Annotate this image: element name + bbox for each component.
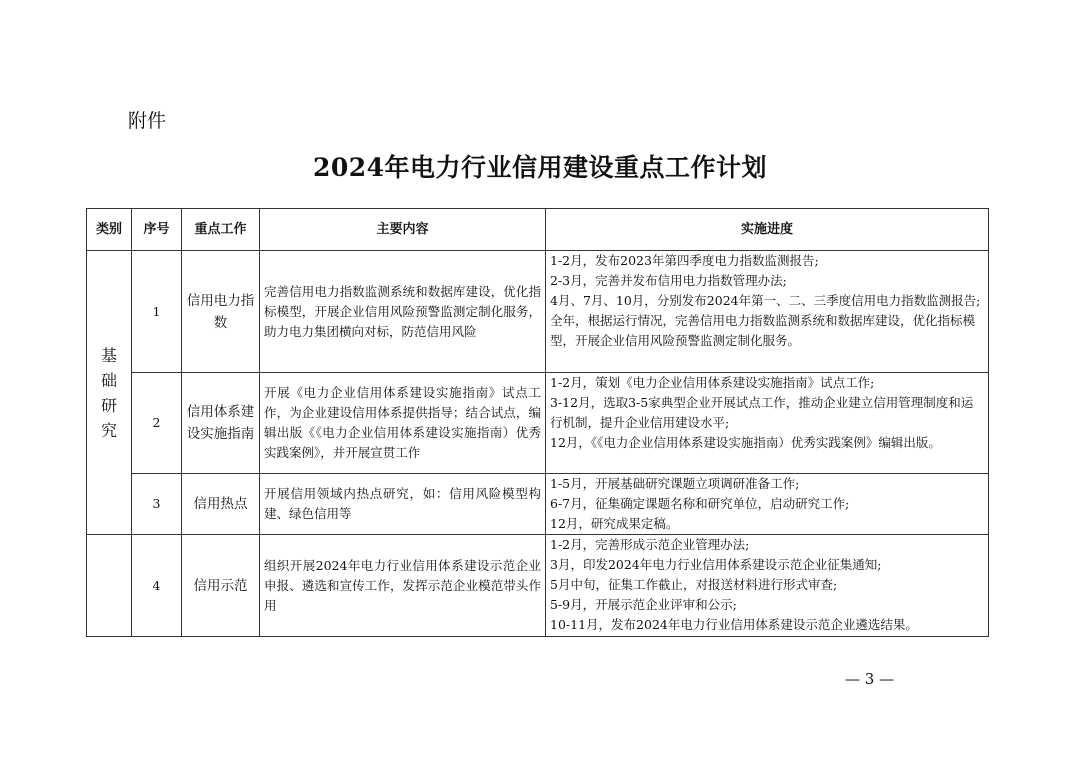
main-content-cell: 开展信用领域内热点研究，如：信用风险模型构建、绿色信用等: [260, 474, 546, 535]
progress-line: 5月中旬，征集工作截止，对报送材料进行形式审查;: [550, 577, 838, 592]
progress-line: 4月、7月、10月，分别发布2024年第一、二、三季度信用电力指数监测报告;: [550, 293, 981, 308]
progress-line: 全年，根据运行情况，完善信用电力指数监测系统和数据库建设，优化指标模型，开展企业信用风险预警监测定制化服务。: [550, 313, 976, 348]
main-content-cell: 开展《电力企业信用体系建设实施指南》试点工作，为企业建设信用体系提供指导；结合试点，编辑出版《《电力企业信用体系建设实施指南）优秀实践案例》，并开展宣贯工作: [260, 373, 546, 474]
col-header-main-content: 主要内容: [260, 209, 546, 251]
progress-line: 1-2月，发布2023年第四季度电力指数监测报告;: [550, 253, 819, 268]
seq-cell: 2: [132, 373, 182, 474]
key-work-cell: 信用电力指数: [182, 251, 260, 373]
main-content-cell: 完善信用电力指数监测系统和数据库建设，优化指标模型，开展企业信用风险预警监测定制化服务，助力电力集团横向对标，防范信用风险: [260, 251, 546, 373]
category-char: 究: [100, 420, 117, 440]
table-row: [87, 474, 989, 535]
progress-line: 1-5月，开展基础研究课题立项调研准备工作;: [550, 476, 800, 491]
main-content-cell: 组织开展2024年电力行业信用体系建设示范企业申报、遴选和宣传工作，发挥示范企业模范带头作用: [260, 535, 546, 637]
progress-cell: [546, 251, 989, 373]
attachment-label: 附件: [128, 110, 167, 132]
progress-line: 3-12月，选取3-5家典型企业开展试点工作，推动企业建立信用管理制度和运行机制，提升企业信用建设水平;: [550, 395, 974, 430]
progress-line: 1-2月，策划《电力企业信用体系建设实施指南》试点工作;: [550, 375, 875, 390]
page-number: — 3 —: [845, 670, 895, 688]
table-row: [87, 251, 989, 373]
table-row: [87, 373, 989, 474]
table-row: [87, 535, 989, 637]
table-header-row: [87, 209, 989, 251]
col-header-progress: 实施进度: [546, 209, 989, 251]
key-work-cell: 信用示范: [182, 535, 260, 637]
progress-line: 12月，研究成果定稿。: [550, 516, 679, 531]
progress-line: 2-3月，完善并发布信用电力指数管理办法;: [550, 273, 787, 288]
seq-cell: 4: [132, 535, 182, 637]
category-char: 基: [100, 345, 117, 365]
progress-cell: [546, 535, 989, 637]
page-title: 2024年电力行业信用建设重点工作计划: [312, 153, 768, 182]
category-char: 础: [100, 370, 117, 390]
progress-line: 1-2月，完善形成示范企业管理办法;: [550, 537, 750, 552]
work-plan-table: [86, 208, 989, 637]
category-cell-empty: [87, 535, 132, 637]
col-header-key-work: 重点工作: [182, 209, 260, 251]
key-work-cell: 信用体系建设实施指南: [182, 373, 260, 474]
progress-line: 12月，《《电力企业信用体系建设实施指南）优秀实践案例》编辑出版。: [550, 435, 941, 450]
progress-line: 6-7月，征集确定课题名称和研究单位，启动研究工作;: [550, 496, 850, 511]
col-header-seq: 序号: [132, 209, 182, 251]
seq-cell: 1: [132, 251, 182, 373]
category-cell-basic-research: [87, 251, 132, 535]
seq-cell: 3: [132, 474, 182, 535]
progress-line: 3月，印发2024年电力行业信用体系建设示范企业征集通知;: [550, 557, 882, 572]
progress-cell: [546, 474, 989, 535]
category-char: 研: [100, 395, 117, 415]
progress-cell: [546, 373, 989, 474]
progress-line: 10-11月，发布2024年电力行业信用体系建设示范企业遴选结果。: [550, 617, 918, 632]
progress-line: 5-9月，开展示范企业评审和公示;: [550, 597, 737, 612]
key-work-cell: 信用热点: [182, 474, 260, 535]
col-header-category: 类别: [87, 209, 132, 251]
